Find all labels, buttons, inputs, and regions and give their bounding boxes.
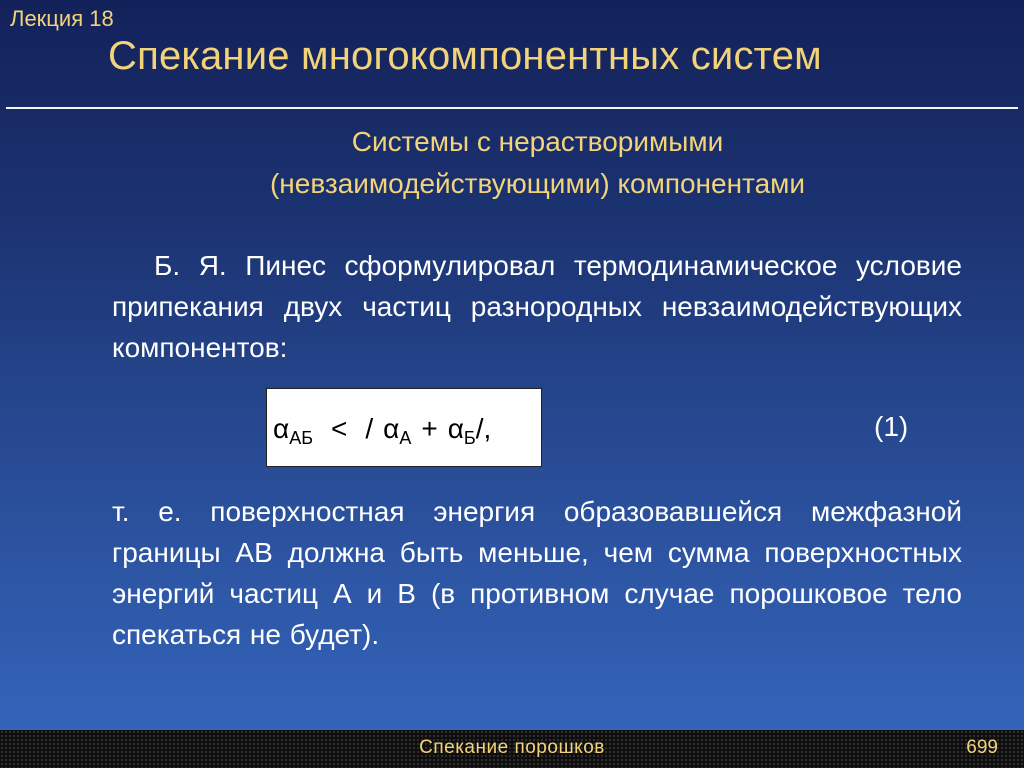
paragraph-pines-condition: Б. Я. Пинес сформулировал термодинамическое условие припекания двух частиц разнородных невзаимодействующих компонентов: — [112, 250, 962, 363]
formula-less-than: < — [331, 413, 348, 444]
subtitle-line-1: Системы с нерастворимыми — [351, 126, 724, 157]
page-number: 699 — [966, 737, 998, 758]
formula-sub-ab: АБ — [289, 428, 314, 448]
paragraph-explanation — [112, 491, 962, 655]
equation-number: (1) — [874, 411, 909, 442]
lecture-label: Лекция 18 — [10, 6, 114, 31]
explanation-line-1: т. е. поверхностная энергия образовавшейся межфазной границы АВ должна быть меньше, чем сумма поверхностных энергий частиц А и В — [112, 496, 962, 609]
footer-title: Спекание порошков — [419, 737, 605, 758]
formula-alpha-b: α — [447, 413, 464, 444]
slide-title: Спекание многокомпонентных систем — [108, 34, 822, 78]
formula-alpha-ab: α — [273, 413, 290, 444]
formula-alpha-a: α — [383, 413, 400, 444]
formula-plus: + — [421, 413, 438, 444]
title-divider — [6, 107, 1018, 109]
formula-sub-b: Б — [463, 428, 476, 448]
formula-box — [266, 388, 542, 467]
explanation-line-2: (в противном случае порошковое тело спекаться не будет). — [112, 578, 962, 650]
formula-slash-close: /, — [475, 413, 492, 444]
subtitle-line-2: (невзаимодействующими) компонентами — [269, 168, 806, 199]
formula-slash-open: / — [365, 413, 374, 444]
slide-subtitle — [150, 121, 925, 205]
formula-sub-a: А — [399, 428, 412, 448]
formula-expression — [273, 413, 491, 449]
